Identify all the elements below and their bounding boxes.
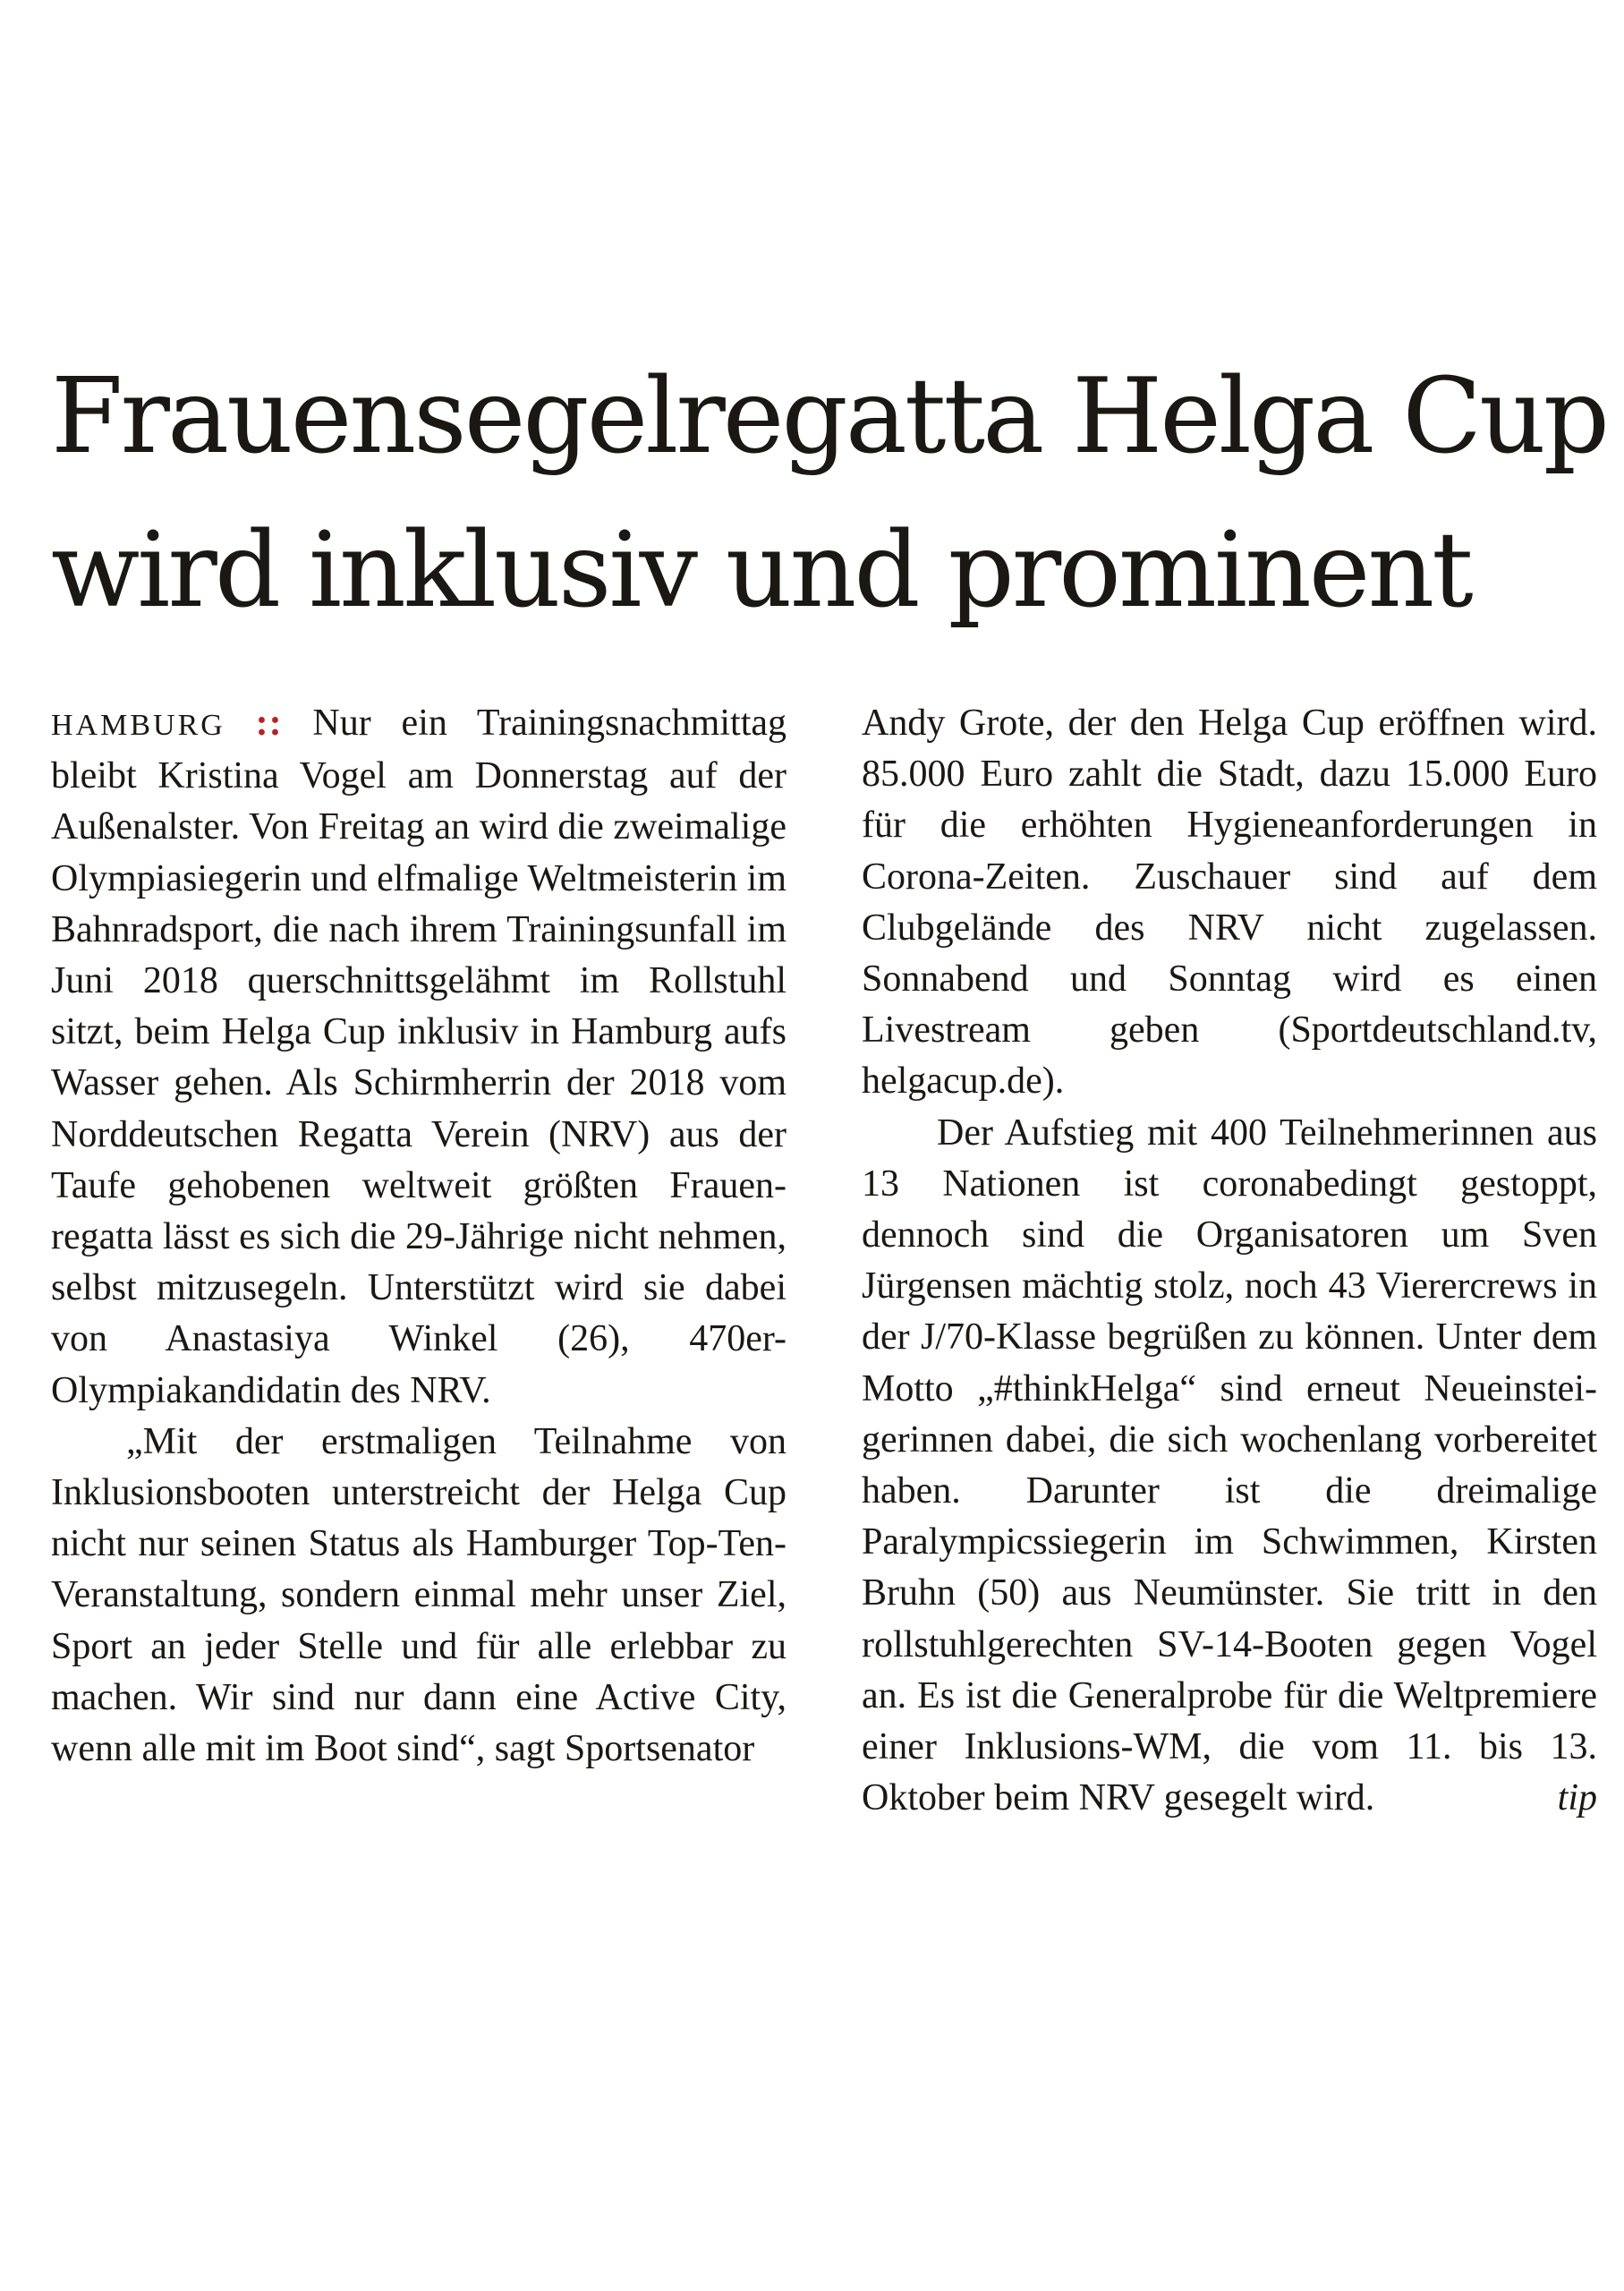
column-left xyxy=(51,698,786,1775)
dateline-separator: :: xyxy=(255,703,283,744)
column-right xyxy=(862,698,1597,1824)
headline xyxy=(51,340,1608,648)
paragraph-4-text: Der Aufstieg mit 400 Teilnehmerinnen aus 13 Nationen ist coronabedingt gestoppt, dennoch sind die Organisatoren um Sven Jürgensen mächtig stolz, noch 43 Vierercrews in der J/70-Klasse begrüßen zu können. Unter dem Motto „#thinkHelga“ sind erneut Neueinsteigerinnen dabei, die sich wochenlang vorbereitet haben. Darunter ist die dreimalige Paralympicssiegerin im Schwimmen, Kirsten Bruhn (50) aus Neumünster. Sie tritt in den rollstuhlgerechten SV-14-Booten gegen Vogel an. Es ist die Generalprobe für die Weltpremiere einer Inklusions-WM, die vom 11. bis 13. Oktober beim NRV gesegelt wird. xyxy=(862,1111,1597,1819)
paragraph-4 xyxy=(862,1108,1597,1825)
paragraph-1-text: Nur ein Trainingsnachmittag bleibt Kristina Vogel am Donnerstag auf der Außenalster. Von Freitag an wird die zweimalige Olympiasiegerin und elfmalige Weltmeisterin im Bahnradsport, die nach ihrem Trainingsunfall im Juni 2018 querschnittsgelähmt im Rollstuhl sitzt, beim Helga Cup inklusiv in Hamburg aufs Wasser gehen. Als Schirmherrin der 2018 vom Norddeutschen Regatta Verein (NRV) aus der Taufe gehobenen weltweit größten Frauenregatta lässt es sich die 29-Jährige nicht nehmen, selbst mitzusegeln. Unterstützt wird sie dabei von Anastasiya Winkel (26), 470er-Olympiakandidatin des NRV. xyxy=(51,703,786,1411)
paragraph-3: Andy Grote, der den Helga Cup eröffnen wird. 85.000 Euro zahlt die Stadt, dazu 15.000 Euro für die erhöhten Hygieneanforderungen in Corona-Zeiten. Zuschauer sind auf dem Clubgelände des NRV nicht zugelassen. Sonnabend und Sonntag wird es einen Livestream geben (Sportdeutschland.tv, helgacup.de). xyxy=(862,703,1597,1103)
author-signature: tip xyxy=(1557,1777,1597,1819)
headline-line-2: wird inklusiv und prominent xyxy=(51,510,1471,631)
dateline-city: HAMBURG xyxy=(51,709,225,742)
article xyxy=(51,340,1608,1819)
headline-line-1: Frauensegelregatta Helga Cup xyxy=(51,356,1608,477)
paragraph-2: „Mit der erstmaligen Teilnahme von Inklusionsbooten unterstreicht der Helga Cup nicht nur seinen Status als Hamburger Top-Ten-Veranstaltung, sondern einmal mehr unser Ziel, Sport an jeder Stelle und für alle erlebbar zu machen. Wir sind nur dann eine Active City, wenn alle mit im Boot sind“, sagt Sportsenator xyxy=(51,1420,786,1770)
paragraph-1 xyxy=(51,698,786,1417)
